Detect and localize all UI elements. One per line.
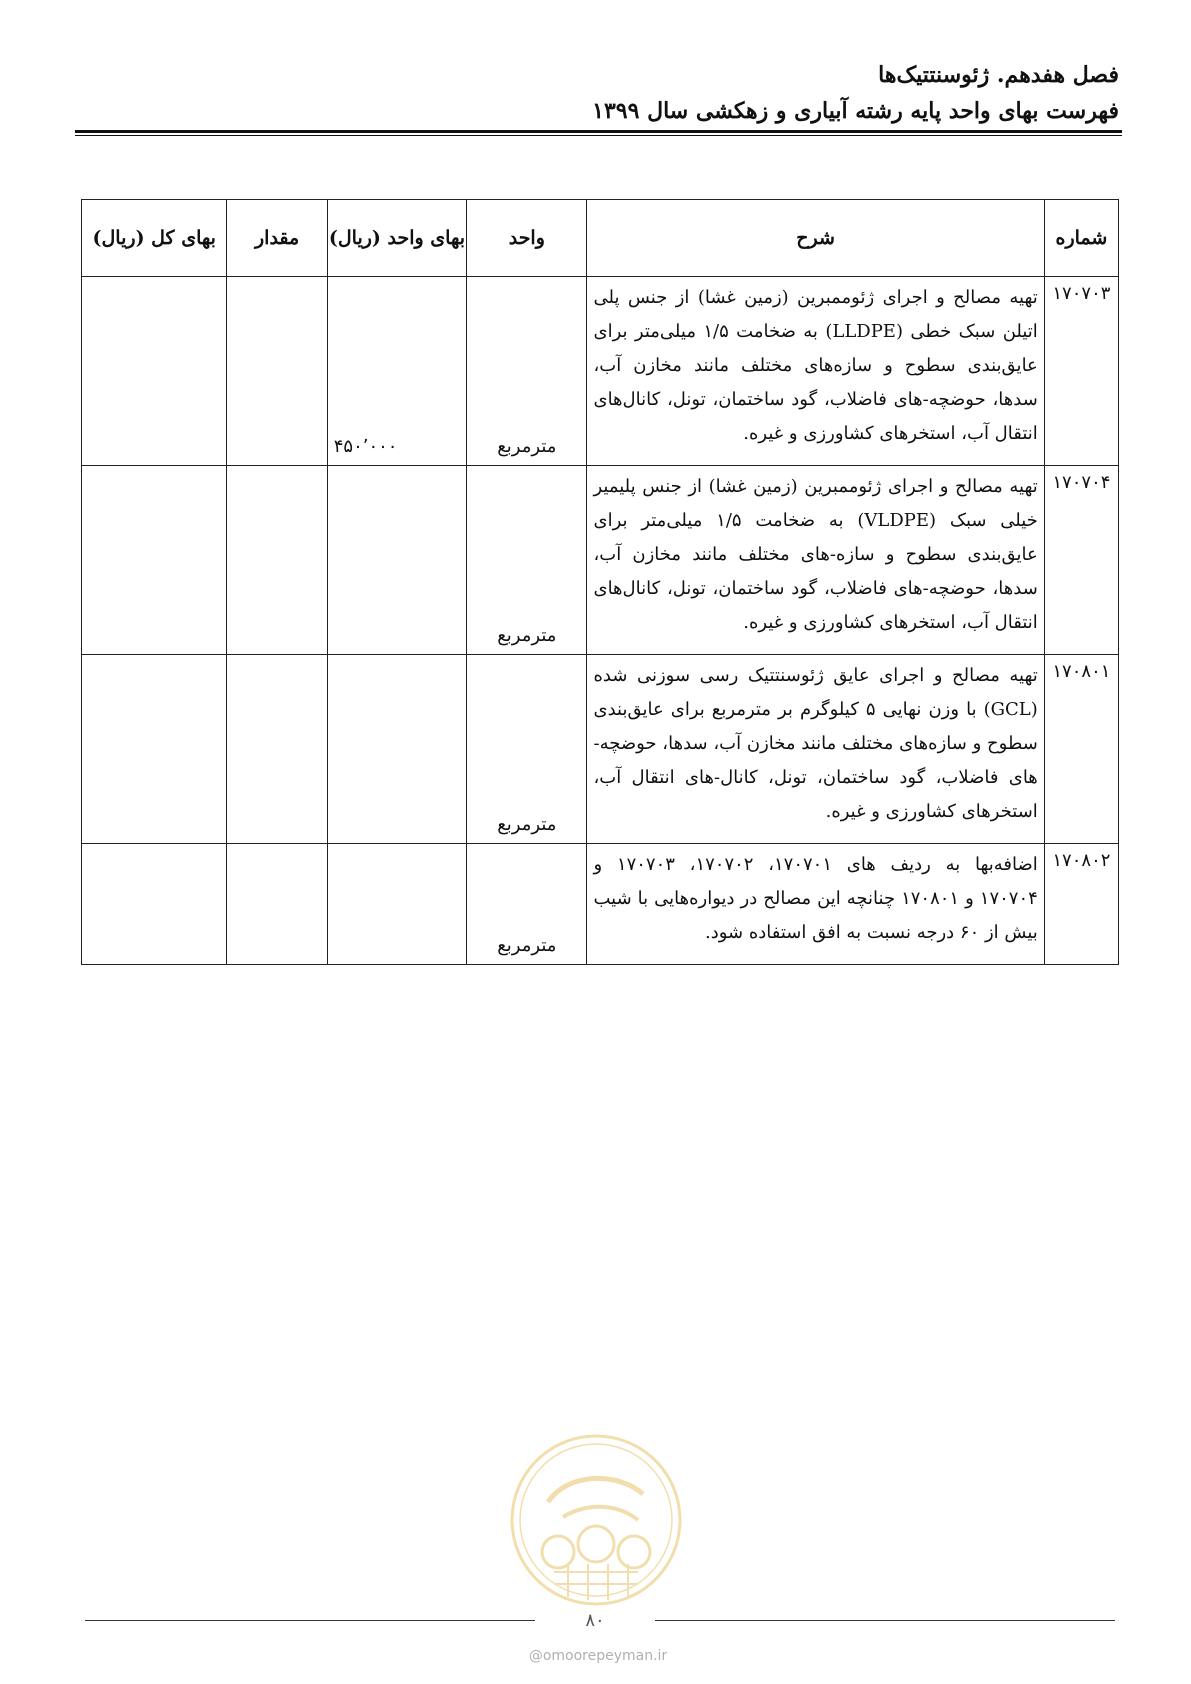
row-quantity (227, 466, 327, 655)
table-row (82, 466, 1119, 655)
website-link[interactable]: @omoorepeyman.ir (528, 1648, 668, 1664)
row-unit: مترمربع (467, 655, 587, 844)
row-unit: مترمربع (467, 844, 587, 965)
footer-rule-left (85, 1620, 535, 1621)
header-description: شرح (587, 200, 1044, 277)
header-code: شماره (1044, 200, 1118, 277)
table-row (82, 277, 1119, 466)
row-unit-price (327, 655, 466, 844)
row-code: ۱۷۰۸۰۲ (1044, 844, 1118, 965)
row-total-price (82, 466, 227, 655)
chapter-title: فصل هفدهم. ژئوسنتتیک‌ها (878, 62, 1119, 88)
table-row (82, 844, 1119, 965)
header-unit: واحد (467, 200, 587, 277)
row-description: تهیه مصالح و اجرای عایق ژئوسنتتیک رسی سوزنی شده (GCL) با وزن نهایی ۵ کیلوگرم بر مترمربع برای عایق‌بندی سطوح و سازه‌های مختلف مانند مخازن آب، سدها، حوضچه‌-های فاضلاب، گود ساختمان، تونل، کانال‌-های انتقال آب، استخرهای کشاورزی و غیره. (587, 655, 1044, 844)
row-quantity (227, 655, 327, 844)
document-subtitle: فهرست بهای واحد پایه رشته آبیاری و زهکشی سال ۱۳۹۹ (592, 98, 1119, 124)
header-unit-price: بهای واحد (ریال) (327, 200, 466, 277)
row-description: تهیه مصالح و اجرای ژئوممبرین (زمین غشا) از جنس پلی اتیلن سبک خطی (LLDPE) به ضخامت ۱/۵ میلی‌متر برای عایق‌بندی سطوح و سازه‌های مختلف مانند مخازن آب، سدها، حوضچه‌-های فاضلاب، گود ساختمان، تونل، کانال‌های انتقال آب، استخرهای کشاورزی و غیره. (587, 277, 1044, 466)
row-code: ۱۷۰۸۰۱ (1044, 655, 1118, 844)
row-quantity (227, 844, 327, 965)
row-total-price (82, 844, 227, 965)
row-code: ۱۷۰۷۰۴ (1044, 466, 1118, 655)
table-row (82, 655, 1119, 844)
row-unit: مترمربع (467, 277, 587, 466)
row-description: اضافه‌بها به ردیف های ۱۷۰۷۰۱، ۱۷۰۷۰۲، ۱۷۰۷۰۳ و ۱۷۰۷۰۴ و ۱۷۰۸۰۱ چنانچه این مصالح در دیواره‌هایی با شیب بیش از ۶۰ درجه نسبت به افق استفاده شود. (587, 844, 1044, 965)
header-rule-thin (75, 135, 1122, 136)
row-quantity (227, 277, 327, 466)
row-description: تهیه مصالح و اجرای ژئوممبرین (زمین غشا) از جنس پلیمیر خیلی سبک (VLDPE) به ضخامت ۱/۵ میلی‌متر برای عایق‌بندی سطوح و سازه-های مختلف مانند مخازن آب، سدها، حوضچه‌-های فاضلاب، گود ساختمان، تونل، کانال‌های انتقال آب، استخرهای کشاورزی و غیره. (587, 466, 1044, 655)
price-table (81, 199, 1119, 965)
header-total-price: بهای کل (ریال) (82, 200, 227, 277)
row-code: ۱۷۰۷۰۳ (1044, 277, 1118, 466)
row-unit-price (327, 466, 466, 655)
watermark-logo-icon (508, 1432, 684, 1608)
row-total-price (82, 277, 227, 466)
header-rule-thick (75, 130, 1122, 133)
row-unit: مترمربع (467, 466, 587, 655)
page-header (59, 58, 1119, 128)
table-header-row (82, 200, 1119, 277)
page-number: ۸۰ (585, 1610, 605, 1631)
row-total-price (82, 655, 227, 844)
row-unit-price (327, 844, 466, 965)
footer-rule-right (655, 1620, 1115, 1621)
header-quantity: مقدار (227, 200, 327, 277)
row-unit-price: ۴۵۰٬۰۰۰ (327, 277, 466, 466)
